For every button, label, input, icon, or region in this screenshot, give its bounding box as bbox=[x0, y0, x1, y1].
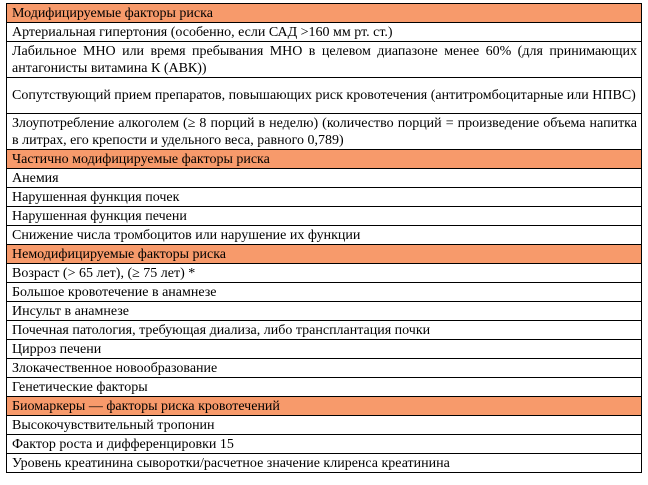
row-text: Нарушенная функция почек bbox=[7, 188, 642, 207]
table-row bbox=[7, 188, 642, 207]
section-header-partially-modifiable: Частично модифицируемые факторы риска bbox=[7, 150, 642, 169]
row-text: Цирроз печени bbox=[7, 340, 642, 359]
risk-factors-table bbox=[6, 3, 642, 473]
table-row bbox=[7, 114, 642, 150]
row-text: Лабильное МНО или время пребывания МНО в целевом диапазоне менее 60% (для принимающих антагонисты витамина К (АВК)) bbox=[7, 42, 642, 78]
section-header-modifiable: Модифицируемые факторы риска bbox=[7, 4, 642, 23]
table-row bbox=[7, 340, 642, 359]
table-row bbox=[7, 435, 642, 454]
table-row bbox=[7, 321, 642, 340]
row-text: Артериальная гипертония (особенно, если САД >160 мм рт. ст.) bbox=[7, 23, 642, 42]
section-header-row bbox=[7, 245, 642, 264]
table-row bbox=[7, 207, 642, 226]
table-row bbox=[7, 264, 642, 283]
row-text: Нарушенная функция печени bbox=[7, 207, 642, 226]
row-text: Злокачественное новообразование bbox=[7, 359, 642, 378]
section-header-biomarkers: Биомаркеры — факторы риска кровотечений bbox=[7, 397, 642, 416]
table-row bbox=[7, 416, 642, 435]
section-header-row bbox=[7, 4, 642, 23]
table-row bbox=[7, 169, 642, 188]
table-row bbox=[7, 378, 642, 397]
section-header-row bbox=[7, 150, 642, 169]
section-header-non-modifiable: Немодифицируемые факторы риска bbox=[7, 245, 642, 264]
table-row bbox=[7, 302, 642, 321]
table-row bbox=[7, 226, 642, 245]
row-text: Анемия bbox=[7, 169, 642, 188]
row-text: Большое кровотечение в анамнезе bbox=[7, 283, 642, 302]
row-text: Сопутствующий прием препаратов, повышающих риск кровотечения (антитромбоцитарные или НПВС) bbox=[7, 78, 642, 114]
table-row bbox=[7, 78, 642, 114]
row-text: Злоупотребление алкоголем (≥ 8 порций в неделю) (количество порций = произведение объема напитка в литрах, его крепости и удельного веса, равного 0,789) bbox=[7, 114, 642, 150]
table-row bbox=[7, 23, 642, 42]
row-text: Фактор роста и дифференцировки 15 bbox=[7, 435, 642, 454]
row-text: Уровень креатинина сыворотки/расчетное значение клиренса креатинина bbox=[7, 454, 642, 473]
row-text: Генетические факторы bbox=[7, 378, 642, 397]
row-text: Почечная патология, требующая диализа, либо трансплантация почки bbox=[7, 321, 642, 340]
table-row bbox=[7, 42, 642, 78]
row-text: Снижение числа тромбоцитов или нарушение их функции bbox=[7, 226, 642, 245]
row-text: Инсульт в анамнезе bbox=[7, 302, 642, 321]
table-row bbox=[7, 283, 642, 302]
row-text: Возраст (> 65 лет), (≥ 75 лет) * bbox=[7, 264, 642, 283]
row-text: Высокочувствительный тропонин bbox=[7, 416, 642, 435]
section-header-row bbox=[7, 397, 642, 416]
table-row bbox=[7, 359, 642, 378]
table-row bbox=[7, 454, 642, 473]
